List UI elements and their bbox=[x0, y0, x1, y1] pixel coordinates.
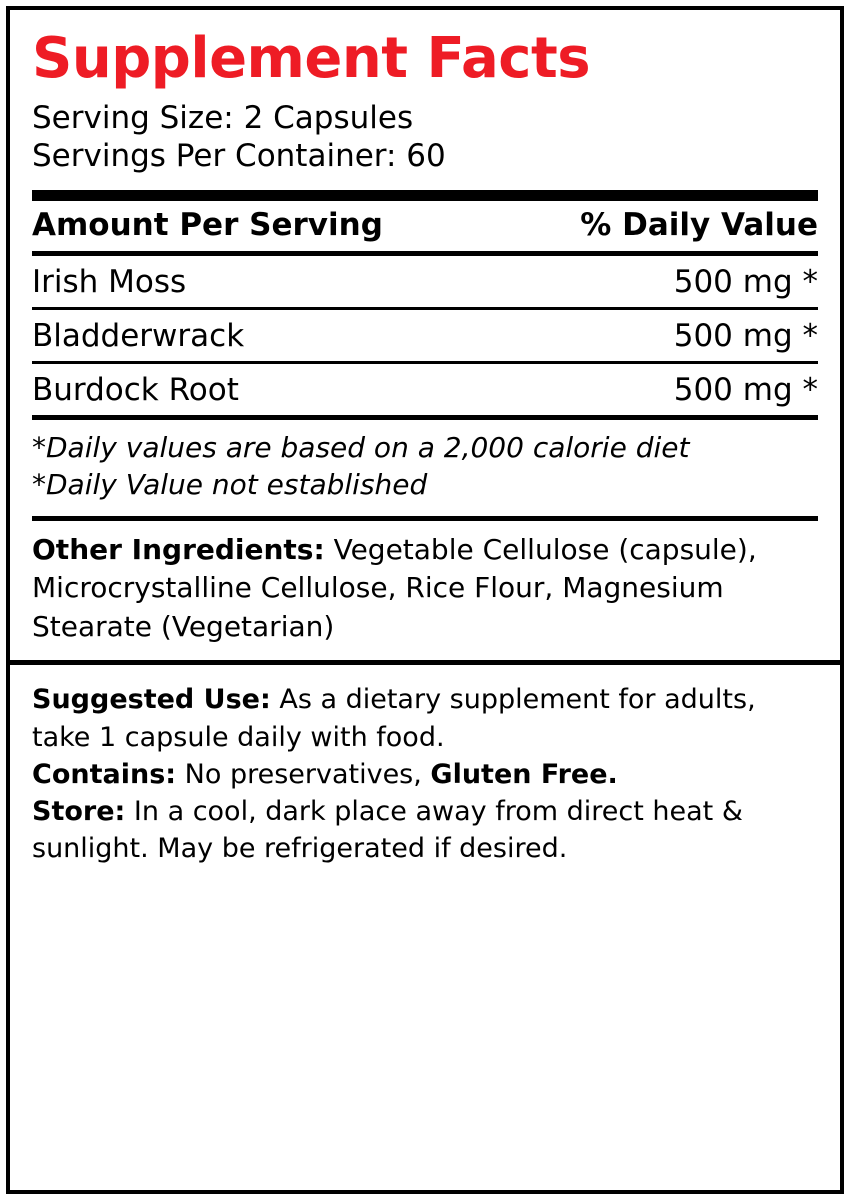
ingredient-amount: 500 mg * bbox=[673, 317, 818, 354]
suggested-use-label: Suggested Use: bbox=[32, 684, 271, 716]
amount-per-serving-header: Amount Per Serving bbox=[32, 206, 383, 243]
contains-text: No preservatives, bbox=[176, 758, 431, 790]
servings-per-container-line: Servings Per Container: 60 bbox=[32, 138, 446, 175]
suggested-use-text: As a dietary supplement for adults, take 1 capsule daily with food. bbox=[32, 684, 756, 753]
ingredient-name: Bladderwrack bbox=[32, 317, 245, 354]
serving-size-line: Serving Size: 2 Capsules bbox=[32, 99, 414, 136]
other-ingredients-block bbox=[32, 521, 818, 661]
ingredient-name: Irish Moss bbox=[32, 263, 187, 300]
table-row bbox=[32, 256, 818, 307]
divider-thick-top bbox=[32, 190, 818, 201]
contains-emphasis: Gluten Free. bbox=[430, 758, 618, 790]
page-title: Supplement Facts bbox=[32, 26, 591, 91]
store-text: In a cool, dark place away from direct heat & sunlight. May be refrigerated if desired. bbox=[32, 796, 743, 865]
store-label: Store: bbox=[32, 796, 126, 828]
table-row bbox=[32, 310, 818, 361]
ingredient-amount: 500 mg * bbox=[673, 263, 818, 300]
supplement-facts-content bbox=[10, 10, 840, 868]
daily-value-header: % Daily Value bbox=[580, 206, 818, 243]
ingredient-amount: 500 mg * bbox=[673, 371, 818, 408]
footnote-daily-values: *Daily values are based on a 2,000 calorie diet bbox=[32, 430, 690, 464]
supplement-facts-panel bbox=[6, 6, 844, 1194]
other-ingredients-text: Vegetable Cellulose (capsule), Microcrystalline Cellulose, Rice Flour, Magnesium Stearate (Vegetarian) bbox=[32, 532, 757, 643]
table-row bbox=[32, 364, 818, 415]
store-line bbox=[32, 793, 818, 868]
footnotes-block bbox=[32, 420, 818, 516]
ingredient-name: Burdock Root bbox=[32, 371, 239, 408]
suggested-use-line bbox=[32, 681, 818, 756]
other-ingredients-label: Other Ingredients: bbox=[32, 532, 325, 566]
usage-block bbox=[32, 665, 818, 867]
contains-line bbox=[32, 756, 818, 793]
table-header-row bbox=[32, 201, 818, 251]
contains-label: Contains: bbox=[32, 758, 177, 790]
footnote-dv-not-established: *Daily Value not established bbox=[32, 467, 428, 501]
